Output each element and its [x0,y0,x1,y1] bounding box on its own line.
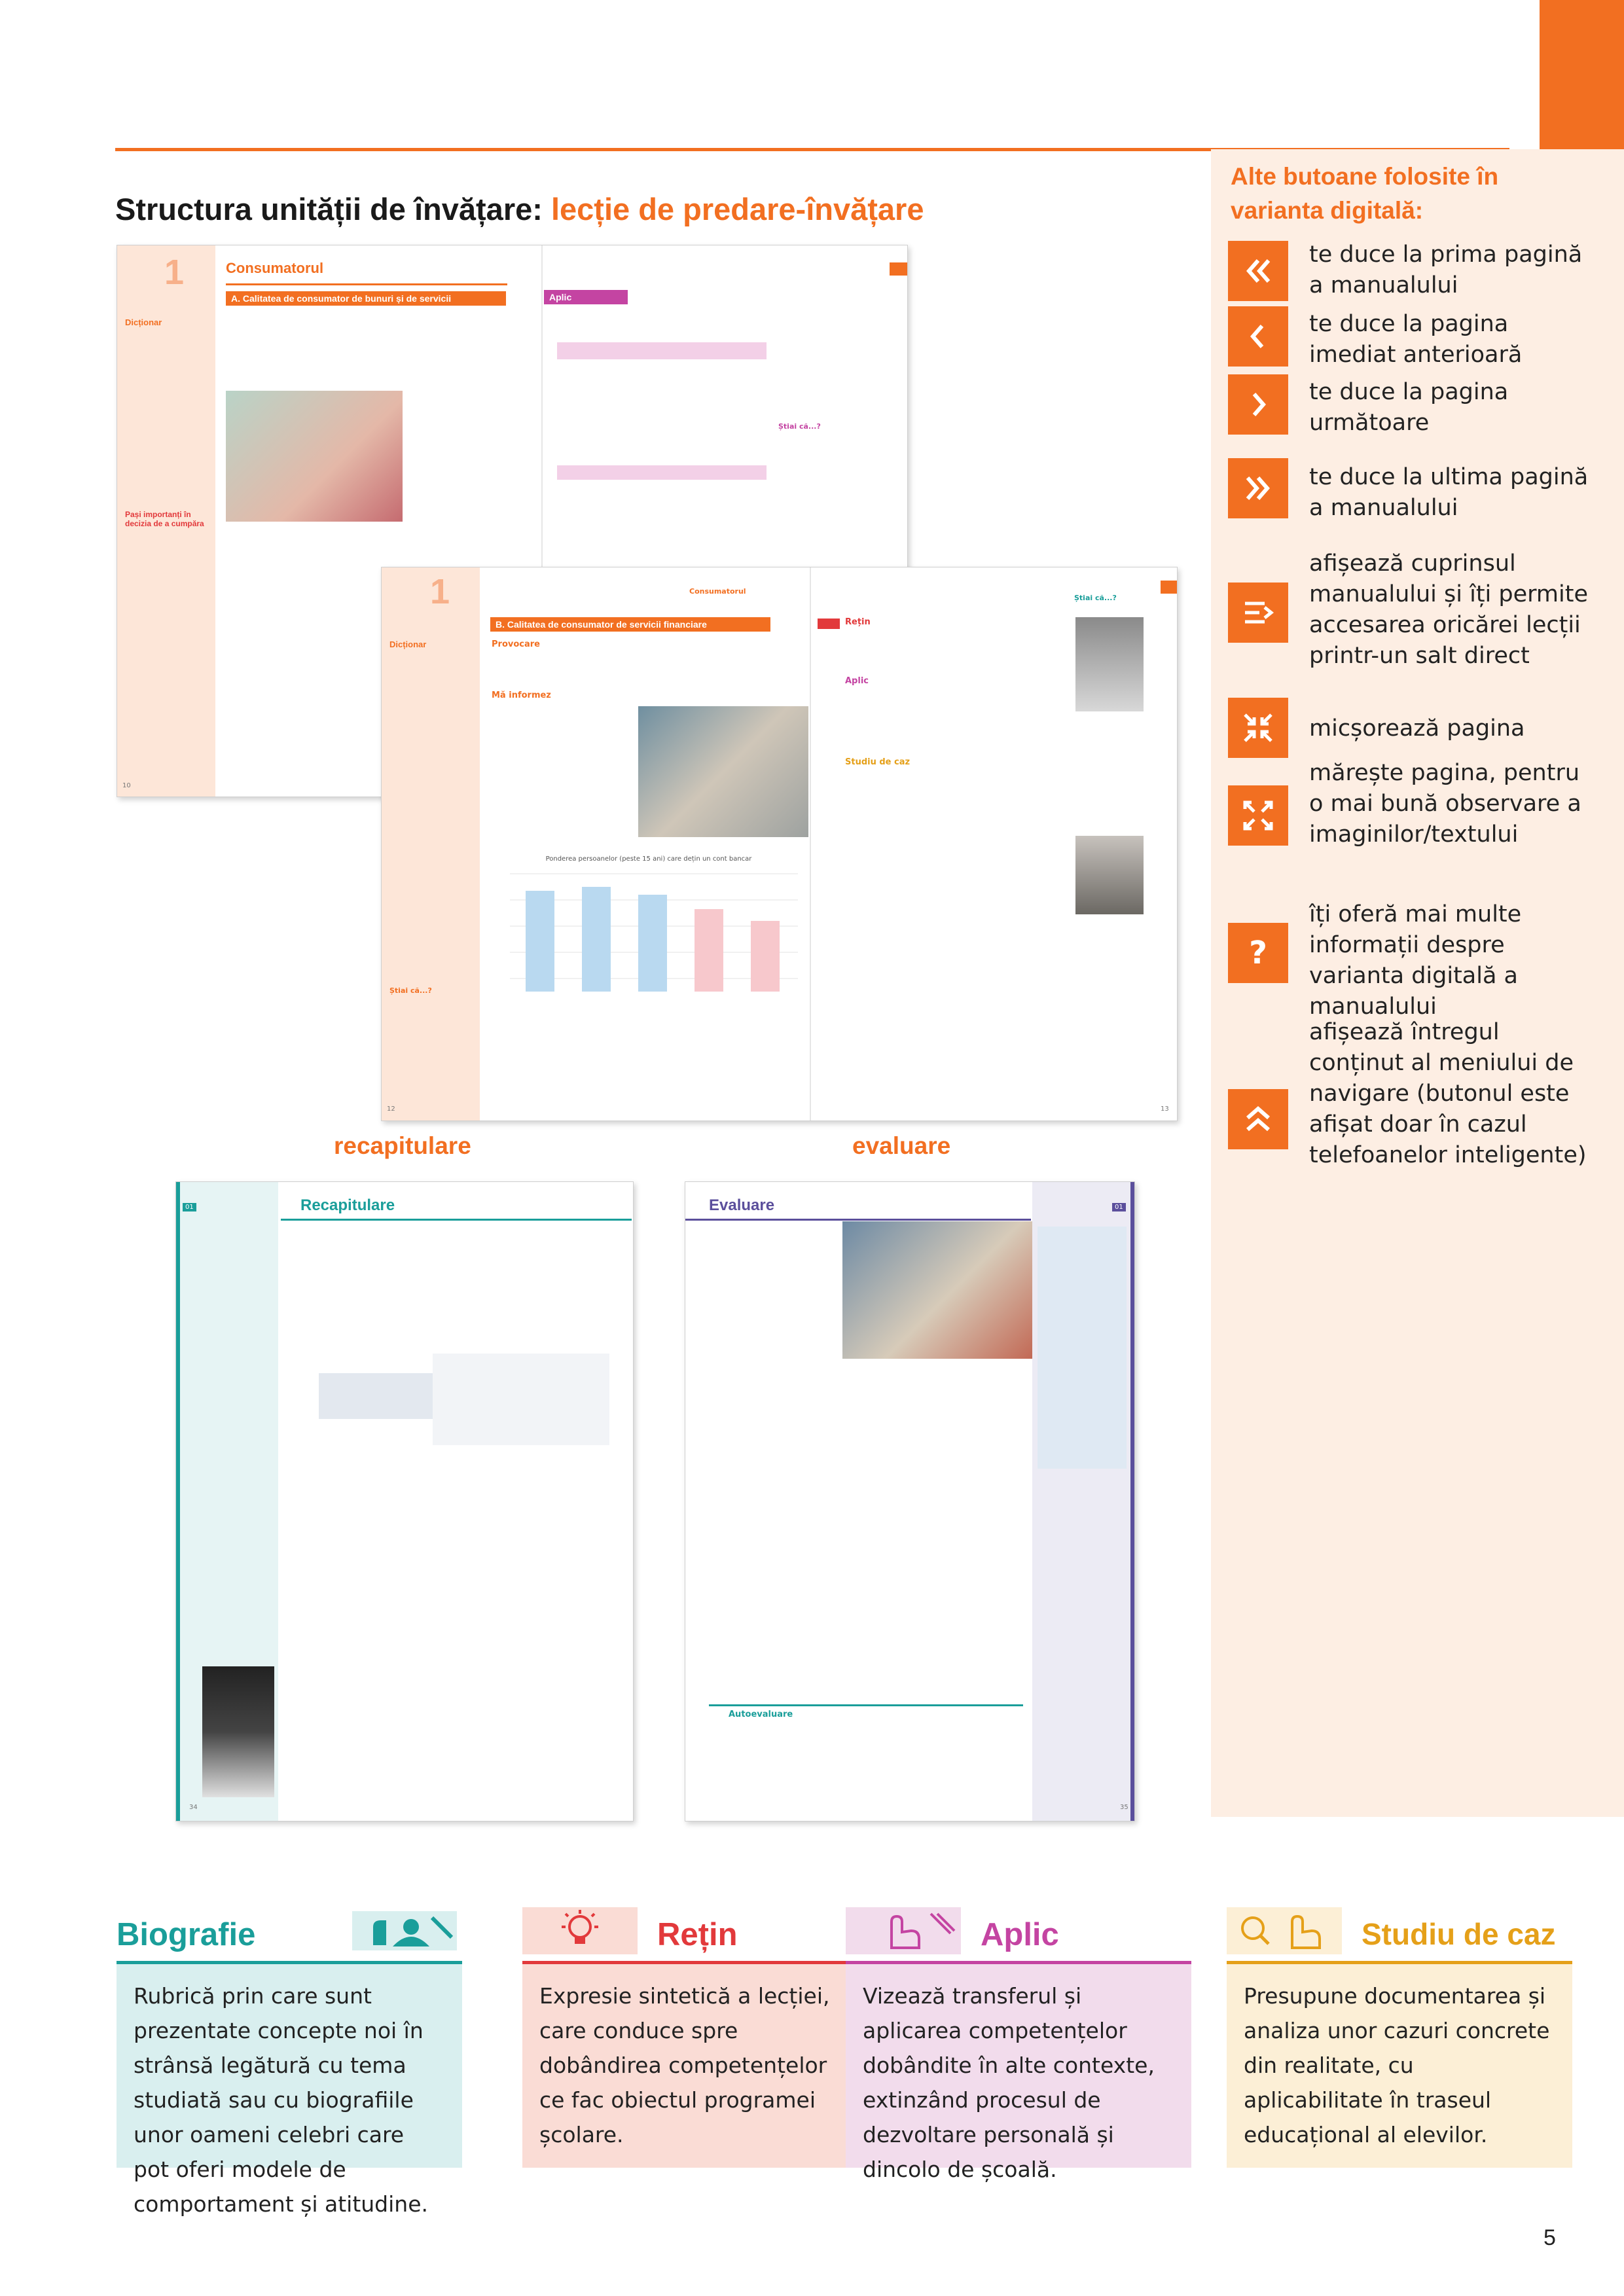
page-chip: 01 [1112,1203,1126,1211]
title-prefix: Structura unității de învățare: [115,192,543,226]
card-title: Aplic [981,1917,1059,1952]
right-border [1130,1182,1134,1821]
stiati-label: Știai că...? [778,422,821,431]
nav-label: te duce la pagina imediat anterioară [1309,311,1523,368]
nav-label: afișează întregul conținut al meniului de navigare (butonul este afișat doar în cazul telefoanelor inteligente) [1309,1019,1587,1168]
lesson-spread-thumb-2 [381,567,1178,1121]
spread-gutter [810,567,811,1121]
panel-title: Alte butoane folosite în varianta digitală: [1231,163,1499,224]
title-highlight: lecție de predare-învățare [550,192,924,226]
header-accent-block [1540,0,1624,149]
chart-bar [582,887,611,992]
biography-icon [347,1907,462,1954]
portrait-photo-madoff [1075,836,1144,914]
card-biografie [117,1911,462,2217]
svg-text:?: ? [1249,935,1267,971]
page-chip: 01 [183,1203,196,1211]
aside-title: Dicționar [389,639,427,649]
section-header: A. Calitatea de consumator de bunuri și de servicii [226,291,506,306]
eval-label: evaluare [852,1132,951,1159]
card-title: Studiu de caz [1362,1917,1556,1951]
previous-page-icon[interactable] [1228,306,1288,367]
portrait-photo-ponzi [1075,617,1144,711]
provocare-label: Provocare [492,639,540,649]
card-title: Biografie [117,1917,256,1952]
scoring-box [1038,1227,1127,1469]
lesson-title: Consumatorul [226,260,324,276]
page-number: 5 [1543,2225,1556,2250]
autoeval-label: Autoevaluare [729,1710,793,1719]
retin-badge [818,619,840,629]
lightbulb-icon [522,1907,638,1954]
card-studiu-de-caz [1227,1911,1572,2168]
thumb-aside [382,567,480,1121]
recap-title: Recapitulare [300,1196,395,1214]
nav-label: te duce la pagina următoare [1309,379,1509,436]
informez-label: Mă informez [492,691,551,700]
chart-bar [695,909,723,992]
running-head: Consumatorul [689,587,746,596]
lesson-number: 1 [164,253,185,292]
page-footer: 10 [122,782,131,789]
card-aplic [846,1911,1191,2182]
chart-caption: Ponderea persoanelor (peste 15 ani) care dețin un cont bancar [545,855,752,863]
aside-box-title: Pași importanți în decizia de a cumpăra [125,510,204,528]
section-header: B. Calitatea de consumator de servicii financiare [490,617,770,632]
page-tab [1161,581,1177,594]
card-text: Vizează transferul și aplicarea competențelor dobândite în alte contexte, extinzând procesul de dezvoltare personală și dincolo de școală. [846,1964,1191,2168]
payment-terminal-photo [638,706,808,837]
card-text: Presupune documentarea și analiza unor cazuri concrete din realitate, cu aplicabilitate în traseul educațional al elevilor. [1227,1964,1572,2168]
title-rule [685,1219,1031,1221]
page-footer: 35 [1120,1804,1128,1811]
studiu-label: Studiu de caz [845,757,911,767]
eval-title: Evaluare [709,1196,775,1214]
card-text: Expresie sintetică a lecției, care conduce spre dobândirea competențelor ce fac obiectul programei școlare. [522,1964,868,2168]
aside-title: Dicționar [125,317,162,327]
touch-hand-icon [846,1907,961,1954]
nav-label: mărește pagina, pentru o mai bună observare a imaginilor/textului [1309,760,1581,848]
eval-page-thumb [685,1181,1135,1821]
table-head [557,342,767,359]
page-footer-right: 13 [1161,1105,1169,1113]
chart-bar [751,921,780,992]
aplic-header: Aplic [544,290,628,304]
chart-bar [526,891,554,992]
page-footer: 34 [189,1804,198,1811]
reading-photo [842,1221,1032,1359]
zoom-out-icon[interactable] [1228,698,1288,758]
aplic-label: Aplic [845,676,869,686]
shopping-photo [226,391,403,522]
stiati-label-right: Știai că...? [1074,594,1117,602]
nav-label: afișează cuprinsul manualului și îți permite accesarea oricărei lecții printr-un salt direct [1309,550,1588,669]
chart-bar [638,895,667,992]
table-head-2 [557,465,767,480]
table-of-contents-icon[interactable] [1228,583,1288,643]
nav-label: te duce la prima pagină a manualului [1309,242,1583,298]
stiati-label: Știai că...? [389,986,432,995]
magnifier-hand-icon [1227,1907,1342,1954]
card-retin [522,1911,868,2168]
nav-label: te duce la ultima pagină a manualului [1309,464,1589,521]
bank-account-bar-chart [497,867,804,1006]
title-rule [226,283,507,285]
nav-label: îți oferă mai multe informații despre varianta digitală a manualului [1309,901,1522,1020]
page-title [115,191,924,227]
first-page-icon[interactable] [1228,241,1288,301]
expand-menu-icon[interactable] [1228,1089,1288,1149]
students-photo [202,1666,274,1797]
card-text: Rubrică prin care sunt prezentate concepte noi în strânsă legătură cu tema studiată sau cu biografiile unor oameni celebri care pot oferi modele de comportament și atitudine. [117,1964,462,2168]
last-page-icon[interactable] [1228,458,1288,518]
matching-table-right [433,1354,609,1445]
next-page-icon[interactable] [1228,374,1288,435]
help-icon[interactable] [1228,923,1288,983]
title-rule [281,1219,632,1221]
lesson-number: 1 [430,572,450,611]
zoom-in-icon[interactable] [1228,785,1288,846]
recap-label: recapitulare [334,1132,471,1159]
page-tab [890,262,907,276]
nav-label: micșorează pagina [1309,715,1525,742]
recap-page-thumb [175,1181,634,1821]
card-title: Rețin [657,1917,738,1952]
page-footer-left: 12 [387,1105,395,1113]
retin-label: Rețin [845,617,871,627]
